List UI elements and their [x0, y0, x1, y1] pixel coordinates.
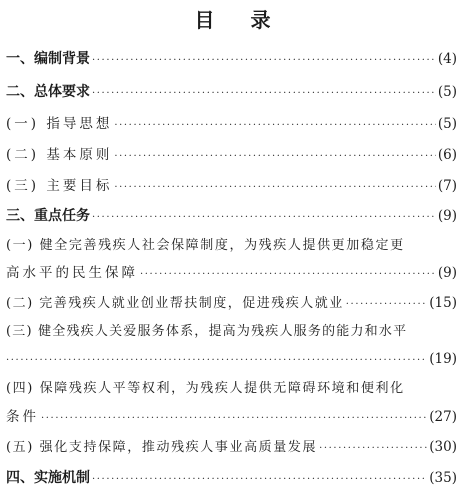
- toc-entry-10-line-2[interactable]: [6, 408, 457, 428]
- toc-entry-page: (9): [437, 208, 457, 224]
- toc-entry-label: 二、总体要求: [6, 84, 90, 100]
- toc-entry-label: (一) 指导思想: [6, 116, 113, 132]
- leader-dots: [41, 410, 427, 428]
- toc-entry-6[interactable]: [6, 207, 457, 227]
- toc-entry-label: (三) 健全残疾人关爱服务体系，提高为残疾人服务的能力和水平: [6, 324, 408, 339]
- toc-entry-12[interactable]: [6, 469, 457, 489]
- toc-entry-5[interactable]: [6, 177, 457, 197]
- leader-dots: [319, 440, 427, 458]
- toc-entry-page: (15): [429, 295, 457, 311]
- toc-entry-1[interactable]: [6, 50, 457, 70]
- toc-entry-label: (二) 基本原则: [6, 147, 113, 163]
- toc-entry-label: (二) 完善残疾人就业创业帮扶制度，促进残疾人就业: [6, 296, 344, 311]
- leader-dots: [114, 148, 436, 166]
- leader-dots: [92, 85, 436, 103]
- leader-dots: [92, 209, 436, 227]
- leader-dots: [346, 296, 428, 314]
- leader-dots: [114, 179, 436, 197]
- toc-entry-2[interactable]: [6, 83, 457, 103]
- toc-entry-3[interactable]: [6, 115, 457, 135]
- toc-entry-7-line-2[interactable]: [6, 264, 457, 284]
- toc-entry-label: (一) 健全完善残疾人社会保障制度，为残疾人提供更加稳定更: [6, 238, 405, 253]
- toc-entry-label-cont: 条件: [6, 409, 39, 425]
- toc-entry-10-line-1[interactable]: [6, 380, 457, 398]
- toc-entry-label-cont: 高水平的民生保障: [6, 265, 138, 281]
- toc-entry-page: (35): [429, 470, 457, 486]
- toc-entry-8[interactable]: [6, 294, 457, 314]
- toc-entry-7-line-1[interactable]: [6, 237, 457, 255]
- toc-entry-page: (19): [429, 351, 457, 367]
- leader-dots: [92, 471, 427, 489]
- toc-title-char-2: 录: [250, 8, 271, 32]
- toc-entry-label: 一、编制背景: [6, 51, 90, 67]
- toc-entry-page: (27): [429, 409, 457, 425]
- toc-title: [0, 4, 465, 33]
- toc-title-char-1: 目: [194, 8, 215, 32]
- toc-entry-page: (5): [437, 116, 457, 132]
- toc-entry-page: (30): [429, 439, 457, 455]
- toc-entry-page: (5): [437, 84, 457, 100]
- toc-entry-label: (三) 主要目标: [6, 178, 113, 194]
- toc-entry-page: (9): [437, 265, 457, 281]
- toc-entry-9-line-2[interactable]: [6, 350, 457, 370]
- toc-entry-label: 四、实施机制: [6, 470, 90, 486]
- toc-entry-11[interactable]: [6, 438, 457, 458]
- toc-entry-label: (五) 强化支持保障，推动残疾人事业高质量发展: [6, 440, 318, 455]
- toc-entry-page: (4): [437, 51, 457, 67]
- leader-dots: [92, 52, 436, 70]
- toc-entry-page: (7): [437, 178, 457, 194]
- toc-entry-label: (四) 保障残疾人平等权利，为残疾人提供无障碍环境和便利化: [6, 381, 405, 396]
- leader-dots: [6, 352, 427, 370]
- toc-entry-4[interactable]: [6, 146, 457, 166]
- leader-dots: [114, 117, 436, 135]
- toc-entry-9-line-1[interactable]: [6, 323, 457, 341]
- leader-dots: [140, 266, 436, 284]
- toc-entry-page: (6): [437, 147, 457, 163]
- toc-entry-label: 三、重点任务: [6, 208, 90, 224]
